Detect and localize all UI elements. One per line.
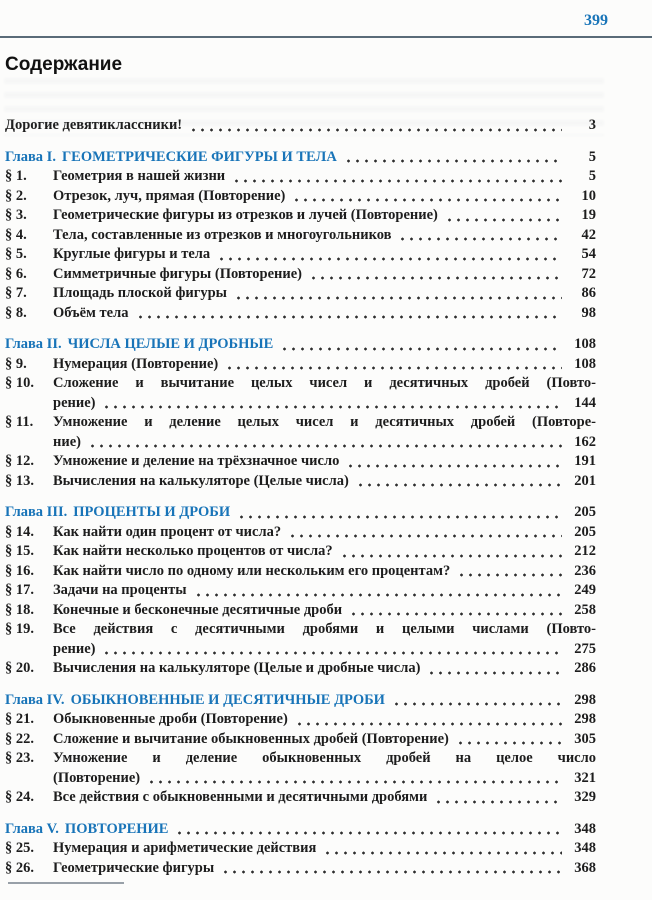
bottom-print-artifact bbox=[8, 882, 124, 884]
entry-text: Умножение и деление на трёхзначное число bbox=[53, 453, 340, 469]
chapter-title: ПОВТОРЕНИЕ bbox=[64, 820, 169, 837]
toc-entry bbox=[0, 859, 652, 879]
entry-number: § 23. bbox=[5, 750, 34, 766]
entry-page: 298 bbox=[574, 711, 596, 727]
toc bbox=[0, 116, 652, 878]
entry-text: Нумерация (Повторение) bbox=[53, 355, 219, 372]
entry-last-line bbox=[53, 523, 596, 543]
chapter-name bbox=[5, 335, 273, 355]
entry-last-line bbox=[53, 542, 596, 562]
entry-text: Геометрия в нашей жизни bbox=[53, 168, 226, 184]
toc-entry bbox=[0, 749, 652, 788]
entry-body bbox=[53, 839, 596, 859]
chapter-heading bbox=[0, 148, 652, 168]
entry-body bbox=[53, 374, 596, 413]
entry-last-line bbox=[53, 472, 596, 492]
entry-number: § 26. bbox=[5, 859, 34, 876]
entry-text: Сложение и вычитание обыкновенных дробей (Повторение) bbox=[53, 730, 449, 747]
entry-last-line bbox=[53, 859, 596, 879]
entry-page: 191 bbox=[574, 453, 596, 469]
entry-body bbox=[53, 581, 596, 601]
toc-entry bbox=[0, 284, 652, 304]
entry-page: 348 bbox=[574, 820, 596, 837]
entry-number: § 6. bbox=[5, 265, 27, 282]
entry-text-line1: Сложение и вычитание целых чисел и десятичных дробей (Повто- bbox=[53, 375, 596, 391]
toc-entry bbox=[0, 187, 652, 207]
toc-entry bbox=[0, 710, 652, 730]
entry-body bbox=[53, 265, 596, 285]
entry-number: § 1. bbox=[5, 168, 27, 184]
dot-leader bbox=[392, 701, 562, 707]
entry-number: § 24. bbox=[5, 789, 34, 805]
entry-page: 298 bbox=[574, 691, 596, 708]
entry-page: 144 bbox=[574, 394, 596, 411]
entry-body bbox=[53, 788, 596, 808]
chapter-label: Глава II. bbox=[5, 336, 62, 352]
entry-last-line bbox=[53, 394, 596, 414]
dot-leader bbox=[217, 256, 562, 262]
dot-leader bbox=[237, 514, 562, 520]
dot-leader bbox=[456, 740, 562, 746]
entry-body bbox=[53, 355, 596, 375]
entry-text: Нумерация и арифметические действия bbox=[53, 840, 317, 856]
entry-number: § 25. bbox=[5, 840, 34, 856]
entry-body bbox=[53, 710, 596, 730]
entry-last-line bbox=[53, 187, 596, 207]
entry-page: 5 bbox=[588, 168, 596, 184]
entry-body bbox=[53, 452, 596, 472]
dot-leader bbox=[344, 158, 562, 164]
entry-last-line bbox=[53, 245, 596, 265]
entry-text: Как найти число по одному или нескольким его процентам? bbox=[53, 562, 451, 579]
entry-page: 42 bbox=[581, 226, 596, 243]
entry-last-line bbox=[53, 730, 596, 750]
entry-body bbox=[53, 206, 596, 226]
dot-leader bbox=[175, 830, 562, 836]
toc-entry bbox=[0, 601, 652, 621]
entry-page: 98 bbox=[581, 304, 596, 321]
page-title: Содержание bbox=[5, 54, 123, 75]
entry-body bbox=[53, 730, 596, 750]
entry-last-line bbox=[53, 284, 596, 304]
dot-leader bbox=[457, 572, 562, 578]
entry-page: 19 bbox=[581, 207, 596, 223]
toc-entry bbox=[0, 452, 652, 472]
entry-text-line1: Все действия с десятичными дробями и целыми числами (Повто- bbox=[53, 621, 596, 637]
entry-page: 162 bbox=[574, 433, 596, 450]
entry-page: 10 bbox=[581, 187, 596, 204]
entry-text: Задачи на проценты bbox=[53, 582, 187, 598]
entry-text: Геометрические фигуры из отрезков и лучей (Повторение) bbox=[53, 207, 438, 223]
entry-text: рение) bbox=[53, 394, 96, 411]
entry-text: Вычисления на калькуляторе (Целые и дробные числа) bbox=[53, 660, 421, 676]
entry-last-line bbox=[53, 206, 596, 226]
entry-text: Конечные и бесконечные десятичные дроби bbox=[53, 601, 343, 618]
chapter-title: ГЕОМЕТРИЧЕСКИЕ ФИГУРЫ И ТЕЛА bbox=[61, 148, 337, 165]
entry-page: 321 bbox=[574, 769, 596, 786]
entry-page: 108 bbox=[574, 336, 596, 352]
entry-text-line1: Умножение и деление обыкновенных дробей на целое число bbox=[53, 750, 596, 766]
entry-body bbox=[53, 601, 596, 621]
entry-text: Симметричные фигуры (Повторение) bbox=[53, 265, 302, 282]
chapter-label: Глава IV. bbox=[5, 691, 65, 708]
toc-entry bbox=[0, 265, 652, 285]
entry-body bbox=[53, 542, 596, 562]
entry-last-line bbox=[53, 601, 596, 621]
entry-number: § 18. bbox=[5, 601, 34, 618]
entry-last-line bbox=[53, 710, 596, 730]
toc-entry bbox=[0, 730, 652, 750]
page-number: 399 bbox=[584, 12, 608, 29]
entry-body bbox=[53, 859, 596, 879]
chapter-heading bbox=[0, 691, 652, 711]
toc-entry bbox=[0, 355, 652, 375]
entry-text: Как найти несколько процентов от числа? bbox=[53, 543, 333, 559]
dot-leader bbox=[88, 443, 562, 449]
entry-last-line bbox=[53, 581, 596, 601]
toc-entry bbox=[0, 788, 652, 808]
entry-text: рение) bbox=[53, 640, 96, 657]
entry-last-line bbox=[53, 640, 596, 660]
dot-leader bbox=[340, 553, 562, 559]
dot-leader bbox=[102, 404, 562, 410]
toc-entry bbox=[0, 542, 652, 562]
entry-number: § 21. bbox=[5, 711, 34, 727]
dot-leader bbox=[102, 650, 562, 656]
entry-number: § 13. bbox=[5, 472, 34, 489]
chapter-name bbox=[5, 691, 385, 711]
dot-leader bbox=[427, 670, 562, 676]
toc-entry bbox=[0, 581, 652, 601]
entry-number: § 16. bbox=[5, 562, 34, 579]
entry-body bbox=[53, 413, 596, 452]
entry-page: 286 bbox=[574, 660, 596, 676]
entry-number: § 12. bbox=[5, 453, 34, 469]
entry-body bbox=[53, 304, 596, 324]
entry-number: § 7. bbox=[5, 285, 27, 301]
entry-last-line bbox=[53, 452, 596, 472]
entry-last-line bbox=[53, 226, 596, 246]
entry-body bbox=[53, 523, 596, 543]
toc-entry bbox=[0, 620, 652, 659]
header-rule bbox=[0, 36, 652, 38]
entry-text: Площадь плоской фигуры bbox=[53, 285, 227, 301]
entry-number: § 11. bbox=[5, 414, 34, 430]
entry-number: § 22. bbox=[5, 730, 34, 747]
entry-page: 258 bbox=[574, 601, 596, 618]
entry-number: § 5. bbox=[5, 246, 27, 262]
dot-leader bbox=[288, 533, 562, 539]
entry-text: Круглые фигуры и тела bbox=[53, 246, 211, 262]
entry-number: § 14. bbox=[5, 523, 34, 540]
dot-leader bbox=[445, 217, 562, 223]
entry-last-line bbox=[53, 304, 596, 324]
entry-text: Геометрические фигуры bbox=[53, 859, 215, 876]
chapter-name bbox=[5, 503, 230, 523]
chapter-heading bbox=[0, 503, 652, 523]
dot-leader bbox=[225, 365, 562, 371]
entry-last-line bbox=[53, 562, 596, 582]
entry-page: 205 bbox=[574, 504, 596, 520]
chapter-heading bbox=[0, 820, 652, 840]
entry-number: § 3. bbox=[5, 207, 27, 223]
entry-text: Все действия с обыкновенными и десятичными дробями bbox=[53, 789, 428, 805]
dot-leader bbox=[280, 346, 562, 352]
dot-leader bbox=[136, 314, 562, 320]
entry-last-line bbox=[53, 355, 596, 375]
entry-body bbox=[53, 187, 596, 207]
entry-text: Как найти один процент от числа? bbox=[53, 523, 282, 540]
chapter-label: Глава V. bbox=[5, 820, 59, 837]
entry-page: 275 bbox=[574, 640, 596, 657]
entry-body bbox=[53, 562, 596, 582]
dot-leader bbox=[292, 197, 562, 203]
entry-last-line bbox=[53, 167, 596, 187]
entry-text: Вычисления на калькуляторе (Целые числа) bbox=[53, 472, 349, 489]
chapter-label: Глава I. bbox=[5, 148, 56, 165]
dot-leader bbox=[234, 295, 562, 301]
dot-leader bbox=[232, 178, 562, 184]
dot-leader bbox=[434, 799, 562, 805]
entry-number: § 8. bbox=[5, 304, 27, 321]
entry-number: § 9. bbox=[5, 355, 27, 372]
chapter-heading bbox=[0, 335, 652, 355]
entry-text: Тела, составленные из отрезков и многоугольников bbox=[53, 226, 392, 243]
toc-entry bbox=[0, 226, 652, 246]
dot-leader bbox=[221, 869, 562, 875]
dot-leader bbox=[349, 611, 562, 617]
toc-entry bbox=[0, 304, 652, 324]
toc-entry bbox=[0, 413, 652, 452]
entry-page: 249 bbox=[574, 582, 596, 598]
entry-number: § 4. bbox=[5, 226, 27, 243]
entry-number: § 15. bbox=[5, 543, 34, 559]
chapter-name bbox=[5, 820, 168, 840]
entry-page: 5 bbox=[588, 148, 596, 165]
entry-page: 72 bbox=[581, 265, 596, 282]
entry-number: § 20. bbox=[5, 660, 34, 676]
entry-text: (Повторение) bbox=[53, 769, 141, 786]
entry-text: Дорогие девятиклассники! bbox=[5, 117, 183, 133]
toc-entry bbox=[0, 659, 652, 679]
dot-leader bbox=[346, 463, 562, 469]
entry-last-line bbox=[53, 265, 596, 285]
entry-body bbox=[53, 620, 596, 659]
toc-entry bbox=[0, 374, 652, 413]
entry-body bbox=[53, 226, 596, 246]
entry-number: § 10. bbox=[5, 375, 34, 391]
dot-leader bbox=[147, 779, 562, 785]
dot-leader bbox=[309, 275, 562, 281]
toc-entry bbox=[0, 206, 652, 226]
chapter-name bbox=[5, 148, 337, 168]
chapter-title: ЧИСЛА ЦЕЛЫЕ И ДРОБНЫЕ bbox=[67, 336, 274, 352]
page-header bbox=[0, 0, 652, 30]
toc-entry bbox=[0, 523, 652, 543]
entry-body bbox=[53, 749, 596, 788]
entry-page: 212 bbox=[574, 543, 596, 559]
dot-leader bbox=[295, 721, 562, 727]
entry-last-line bbox=[53, 659, 596, 679]
entry-page: 236 bbox=[574, 562, 596, 579]
entry-page: 201 bbox=[574, 472, 596, 489]
entry-page: 305 bbox=[574, 730, 596, 747]
chapter-title: ПРОЦЕНТЫ И ДРОБИ bbox=[73, 504, 231, 520]
toc-entry bbox=[0, 472, 652, 492]
toc-intro-entry bbox=[0, 116, 652, 136]
toc-entry bbox=[0, 562, 652, 582]
entry-page: 54 bbox=[581, 246, 596, 262]
entry-page: 86 bbox=[581, 285, 596, 301]
chapter-label: Глава III. bbox=[5, 504, 68, 520]
entry-page: 108 bbox=[574, 355, 596, 372]
entry-last-line bbox=[53, 433, 596, 453]
entry-text: Обыкновенные дроби (Повторение) bbox=[53, 711, 288, 727]
entry-body bbox=[53, 472, 596, 492]
entry-number: § 19. bbox=[5, 621, 34, 637]
dot-leader bbox=[189, 127, 562, 133]
dot-leader bbox=[194, 592, 562, 598]
entry-last-line bbox=[53, 839, 596, 859]
entry-body bbox=[53, 245, 596, 265]
entry-number: § 2. bbox=[5, 187, 27, 204]
entry-last-line bbox=[53, 769, 596, 789]
toc-entry bbox=[0, 167, 652, 187]
dot-leader bbox=[323, 850, 562, 856]
entry-text: Отрезок, луч, прямая (Повторение) bbox=[53, 187, 286, 204]
entry-last-line bbox=[53, 788, 596, 808]
entry-text-line1: Умножение и деление целых чисел и десятичных дробей (Повторе- bbox=[53, 414, 596, 430]
dot-leader bbox=[398, 236, 562, 242]
dot-leader bbox=[356, 482, 562, 488]
entry-text: ние) bbox=[53, 433, 81, 450]
entry-page: 329 bbox=[574, 789, 596, 805]
toc-entry bbox=[0, 245, 652, 265]
entry-text: Объём тела bbox=[53, 304, 129, 321]
entry-number: § 17. bbox=[5, 582, 34, 598]
entry-page: 348 bbox=[574, 840, 596, 856]
entry-body bbox=[53, 659, 596, 679]
entry-page: 205 bbox=[574, 523, 596, 540]
entry-page: 368 bbox=[574, 859, 596, 876]
entry-body bbox=[53, 284, 596, 304]
chapter-title: ОБЫКНОВЕННЫЕ И ДЕСЯТИЧНЫЕ ДРОБИ bbox=[70, 691, 385, 708]
entry-page: 3 bbox=[588, 117, 596, 133]
entry-body bbox=[53, 167, 596, 187]
toc-entry bbox=[0, 839, 652, 859]
